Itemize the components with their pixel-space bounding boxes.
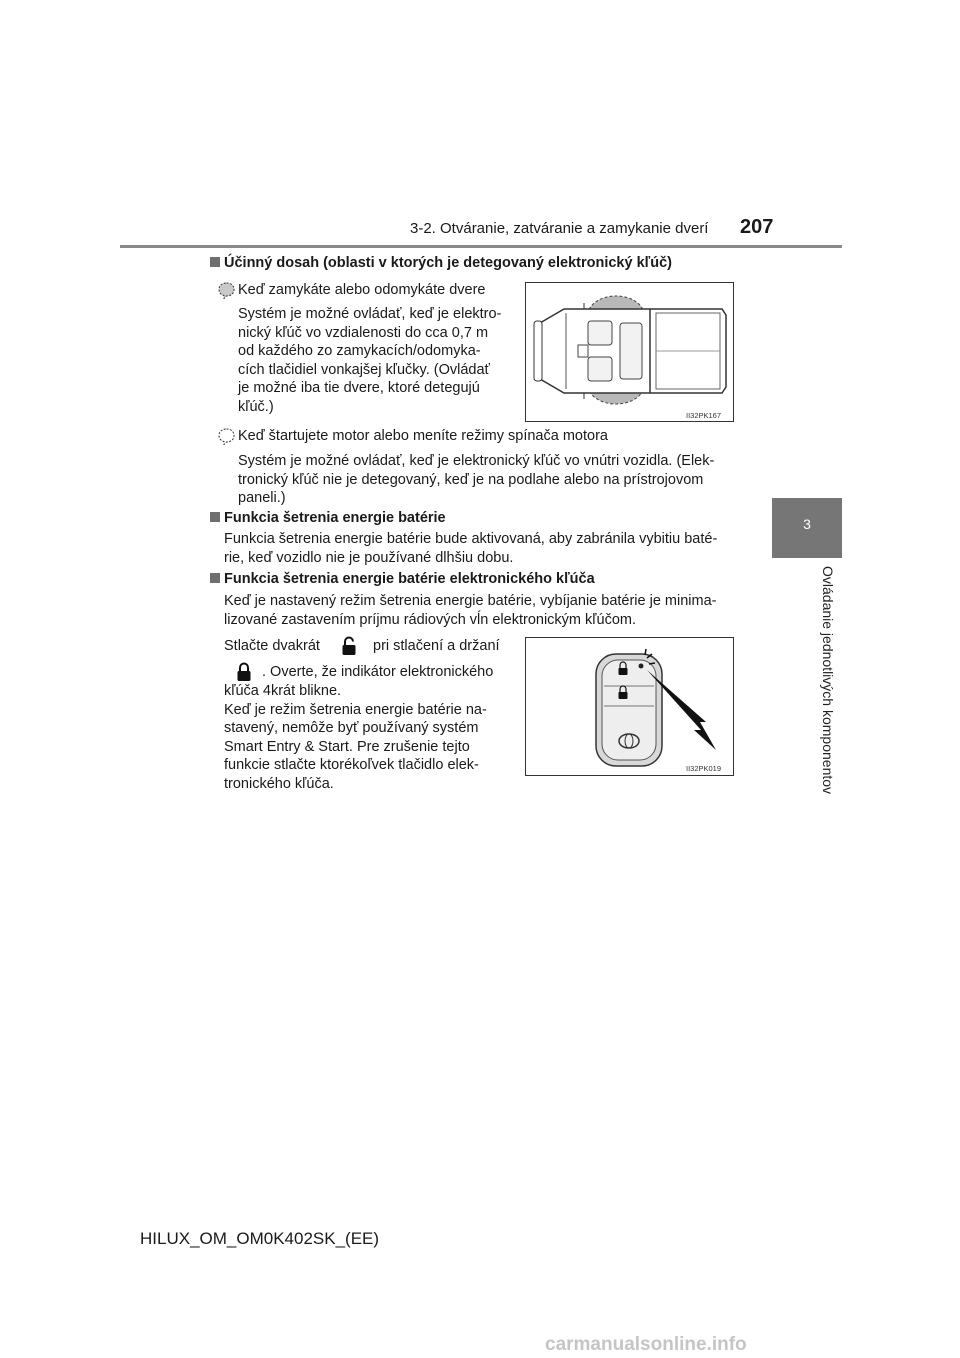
figure-id-label: II32PK167	[686, 411, 722, 420]
text-line: kľúča 4krát blikne.	[224, 683, 342, 699]
text-line: tronický kľúč nie je detegovaný, keď je na podlahe alebo na prístrojovom	[238, 471, 704, 488]
text-line: od každého zo zamykacích/odomyka-	[238, 343, 481, 359]
text-line: Keď je režim šetrenia energie batérie na-	[224, 701, 487, 718]
document-footer: HILUX_OM_OM0K402SK_(EE)	[140, 1229, 380, 1248]
text-line: Funkcia šetrenia energie batérie bude aktivovaná, aby zabránila vybitiu baté-	[224, 531, 718, 547]
text-line: cích tlačidiel vonkajšej kľučky. (Ovládať	[238, 361, 490, 378]
section-title-text: Funkcia šetrenia energie batérie	[224, 510, 446, 526]
text-line: nický kľúč vo vzdialenosti do cca 0,7 m	[238, 324, 489, 341]
section-title-text: Funkcia šetrenia energie batérie elektronického kľúča	[224, 571, 595, 587]
item-heading-lock-unlock: Keď zamykáte alebo odomykáte dvere	[238, 282, 486, 298]
item-heading-engine-start: Keď štartujete motor alebo meníte režimy spínača motora	[238, 428, 608, 444]
text-line: tronického kľúča.	[224, 775, 334, 792]
text-line: funkcie stlačte ktorékoľvek tlačidlo elek-	[224, 757, 479, 773]
page-number: 207	[740, 216, 774, 238]
chapter-number: 3	[803, 516, 811, 532]
unlock-icon	[341, 636, 357, 656]
text-line: kľúč.)	[238, 398, 274, 415]
chapter-label: Ovládanie jednotlivých komponentov	[820, 566, 836, 795]
key-battery-saving-body	[224, 592, 745, 629]
section-title-battery-saving	[210, 510, 446, 526]
section-title-text: Účinný dosah (oblasti v ktorých je detegovaný elektronický kľúč)	[224, 255, 672, 271]
text-line: lizované zastavením príjmu rádiových vĺn elektronickým kľúčom.	[224, 611, 636, 628]
vehicle-top-view-illustration	[526, 283, 733, 421]
battery-saving-body	[224, 530, 745, 567]
text-line: je možné iba tie dvere, ktoré detegujú	[238, 380, 480, 396]
figure-electronic-key	[525, 637, 734, 776]
instruction-line-2: . Overte, že indikátor elektronického	[262, 664, 494, 680]
text-line: Keď je nastavený režim šetrenia energie batérie, vybíjanie batérie je minima-	[224, 593, 717, 609]
text-line: Systém je možné ovládať, keď je elektro-	[238, 306, 502, 322]
watermark: carmanualsonline.info	[545, 1334, 747, 1355]
text-line: rie, keď vozidlo nie je používané dlhšiu dobu.	[224, 549, 514, 566]
text-line: paneli.)	[238, 490, 286, 506]
square-bullet-icon	[210, 257, 220, 267]
instruction-body	[224, 682, 514, 793]
square-bullet-icon	[210, 512, 220, 522]
section-title-effective-range	[210, 255, 672, 271]
figure-vehicle-detection-range	[525, 282, 734, 422]
instruction-line-1b: pri stlačení a držaní	[373, 638, 500, 654]
instruction-line-1a: Stlačte dvakrát	[224, 638, 320, 654]
electronic-key-illustration	[526, 638, 733, 775]
text-line: Smart Entry & Start. Pre zrušenie tejto	[224, 738, 470, 755]
lock-icon	[236, 662, 252, 682]
text-line: stavený, nemôže byť používaný systém	[224, 720, 479, 736]
speech-bubble-icon	[218, 282, 235, 299]
text-line: Systém je možné ovládať, keď je elektronický kľúč vo vnútri vozidla. (Elek-	[238, 453, 715, 469]
speech-bubble-icon	[218, 428, 235, 445]
item-body-lock-unlock	[238, 305, 514, 416]
header-rule	[120, 245, 842, 248]
item-body-engine-start	[238, 452, 745, 508]
figure-id-label: II32PK019	[686, 764, 722, 773]
square-bullet-icon	[210, 573, 220, 583]
running-header: 3-2. Otváranie, zatváranie a zamykanie dverí	[410, 220, 709, 237]
section-title-key-battery-saving	[210, 571, 595, 587]
